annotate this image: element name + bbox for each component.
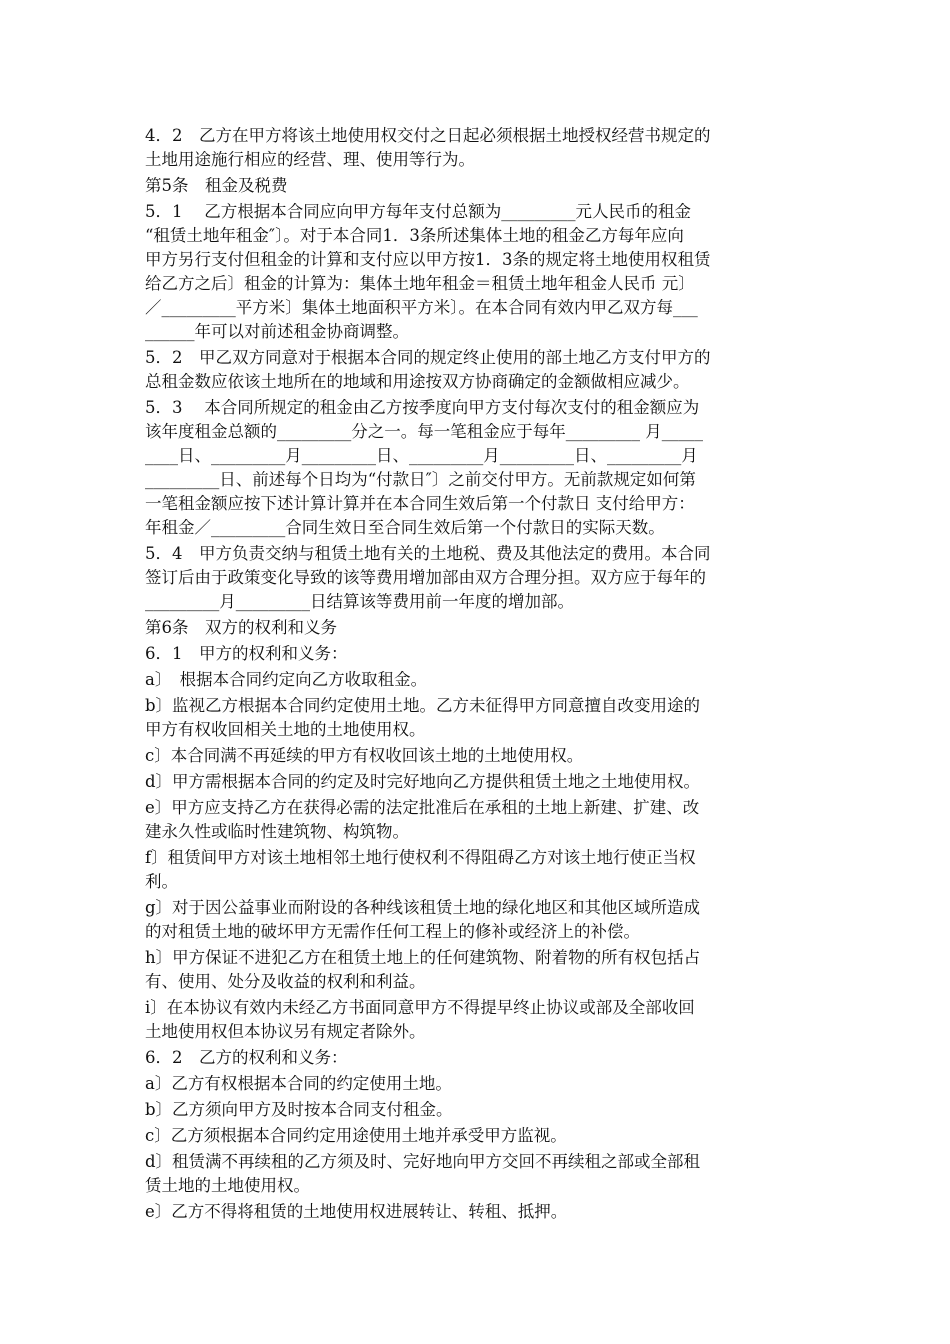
text-line: 5．1 乙方根据本合同应向甲方每年支付总额为_________元人民币的租金 xyxy=(145,202,691,221)
text-line: d〕甲方需根据本合同的约定及时完好地向乙方提供租赁土地之土地使用权。 xyxy=(145,772,701,791)
text-line: 5．2 甲乙双方同意对于根据本合同的规定终止使用的部土地乙方支付甲方的 xyxy=(145,348,711,367)
text-line: “租赁土地年租金″〕。对于本合同1．3条所述集体土地的租金乙方每年应向 xyxy=(145,226,684,245)
paragraph-6-1-d xyxy=(145,770,805,794)
text-line: ____日、_________月_________日、_________月_________日、_________月 xyxy=(145,446,698,465)
paragraph-6-1-e xyxy=(145,796,805,844)
text-line: _________月_________日结算该等费用前一年度的增加部。 xyxy=(145,592,574,611)
text-line: b〕监视乙方根据本合同约定使用土地。乙方未征得甲方同意擅自改变用途的 xyxy=(145,696,701,715)
text-line: 有、使用、处分及收益的权利和利益。 xyxy=(145,972,426,991)
text-line: h〕甲方保证不进犯乙方在租赁土地上的任何建筑物、附着物的所有权包括占 xyxy=(145,948,701,967)
paragraph-6-1-c xyxy=(145,744,805,768)
paragraph-4-2 xyxy=(145,124,805,172)
text-line: i〕在本协议有效内未经乙方书面同意甲方不得提早终止协议或部及全部收回 xyxy=(145,998,695,1017)
paragraph-5-4 xyxy=(145,542,805,614)
text-line: 5．4 甲方负责交纳与租赁土地有关的土地税、费及其他法定的费用。本合同 xyxy=(145,544,711,563)
paragraph-article-5-heading xyxy=(145,174,805,198)
text-line: 赁土地的土地使用权。 xyxy=(145,1176,310,1195)
paragraph-6-2-d xyxy=(145,1150,805,1198)
text-line: ／_________平方米〕集体土地面积平方米〕。在本合同有效内甲乙双方每___ xyxy=(145,298,698,317)
text-line: 该年度租金总额的_________分之一。每一笔租金应于每年_________ 月_____ xyxy=(145,422,703,441)
paragraph-6-2-c xyxy=(145,1124,805,1148)
paragraph-6-1-h xyxy=(145,946,805,994)
text-line: 甲方有权收回相关土地的土地使用权。 xyxy=(145,720,426,739)
paragraph-6-2 xyxy=(145,1046,805,1070)
text-line: 6．1 甲方的权利和义务： xyxy=(145,644,348,663)
text-line: 建永久性或临时性建筑物、构筑物。 xyxy=(145,822,409,841)
paragraph-6-1 xyxy=(145,642,805,666)
paragraph-5-3 xyxy=(145,396,805,540)
paragraph-5-1 xyxy=(145,200,805,344)
text-line: e〕甲方应支持乙方在获得必需的法定批准后在承租的土地上新建、扩建、改 xyxy=(145,798,700,817)
text-line: 6．2 乙方的权利和义务： xyxy=(145,1048,348,1067)
text-line: 签订后由于政策变化导致的该等费用增加部由双方合理分担。双方应于每年的 xyxy=(145,568,706,587)
paragraph-6-1-b xyxy=(145,694,805,742)
paragraph-6-2-a xyxy=(145,1072,805,1096)
paragraph-6-1-a xyxy=(145,668,805,692)
text-line: a〕 根据本合同约定向乙方收取租金。 xyxy=(145,670,428,689)
text-line: c〕本合同满不再延续的甲方有权收回该土地的土地使用权。 xyxy=(145,746,584,765)
paragraph-6-1-f xyxy=(145,846,805,894)
text-line: 的对租赁土地的破坏甲方无需作任何工程上的修补或经济上的补偿。 xyxy=(145,922,640,941)
document-body xyxy=(145,124,805,1224)
text-line: 总租金数应依该土地所在的地域和用途按双方协商确定的金额做相应减少。 xyxy=(145,372,690,391)
text-line: f〕租赁间甲方对该土地相邻土地行使权利不得阻碍乙方对该土地行使正当权 xyxy=(145,848,696,867)
text-line: 年租金／_________合同生效日至合同生效后第一个付款日的实际天数。 xyxy=(145,518,665,537)
text-line: ______年可以对前述租金协商调整。 xyxy=(145,322,409,341)
text-line: 土地用途施行相应的经营、理、使用等行为。 xyxy=(145,150,475,169)
text-line: 甲方另行支付但租金的计算和支付应以甲方按1．3条的规定将土地使用权租赁 xyxy=(145,250,711,269)
text-line: 利。 xyxy=(145,872,178,891)
text-line: g〕对于因公益事业而附设的各种线该租赁土地的绿化地区和其他区域所造成 xyxy=(145,898,701,917)
text-line: 第5条 租金及税费 xyxy=(145,176,288,195)
text-line: _________日、前述每个日均为“付款日″〕之前交付甲方。无前款规定如何第 xyxy=(145,470,696,489)
text-line: 给乙方之后〕租金的计算为：集体土地年租金＝租赁土地年租金人民币 元〕 xyxy=(145,274,695,293)
text-line: 土地使用权但本协议另有规定者除外。 xyxy=(145,1022,426,1041)
paragraph-6-2-b xyxy=(145,1098,805,1122)
text-line: c〕乙方须根据本合同约定用途使用土地并承受甲方监视。 xyxy=(145,1126,567,1145)
text-line: 第6条 双方的权利和义务 xyxy=(145,618,337,637)
paragraph-5-2 xyxy=(145,346,805,394)
text-line: 4．2 乙方在甲方将该土地使用权交付之日起必须根据土地授权经营书规定的 xyxy=(145,126,711,145)
paragraph-6-1-i xyxy=(145,996,805,1044)
text-line: a〕乙方有权根据本合同的约定使用土地。 xyxy=(145,1074,452,1093)
text-line: 5．3 本合同所规定的租金由乙方按季度向甲方支付每次支付的租金额应为 xyxy=(145,398,700,417)
text-line: b〕乙方须向甲方及时按本合同支付租金。 xyxy=(145,1100,453,1119)
paragraph-6-2-e xyxy=(145,1200,805,1224)
text-line: d〕租赁满不再续租的乙方须及时、完好地向甲方交回不再续租之部或全部租 xyxy=(145,1152,701,1171)
paragraph-article-6-heading xyxy=(145,616,805,640)
paragraph-6-1-g xyxy=(145,896,805,944)
text-line: 一笔租金额应按下述计算计算并在本合同生效后第一个付款日 支付给甲方： xyxy=(145,494,695,513)
text-line: e〕乙方不得将租赁的土地使用权进展转让、转租、抵押。 xyxy=(145,1202,568,1221)
